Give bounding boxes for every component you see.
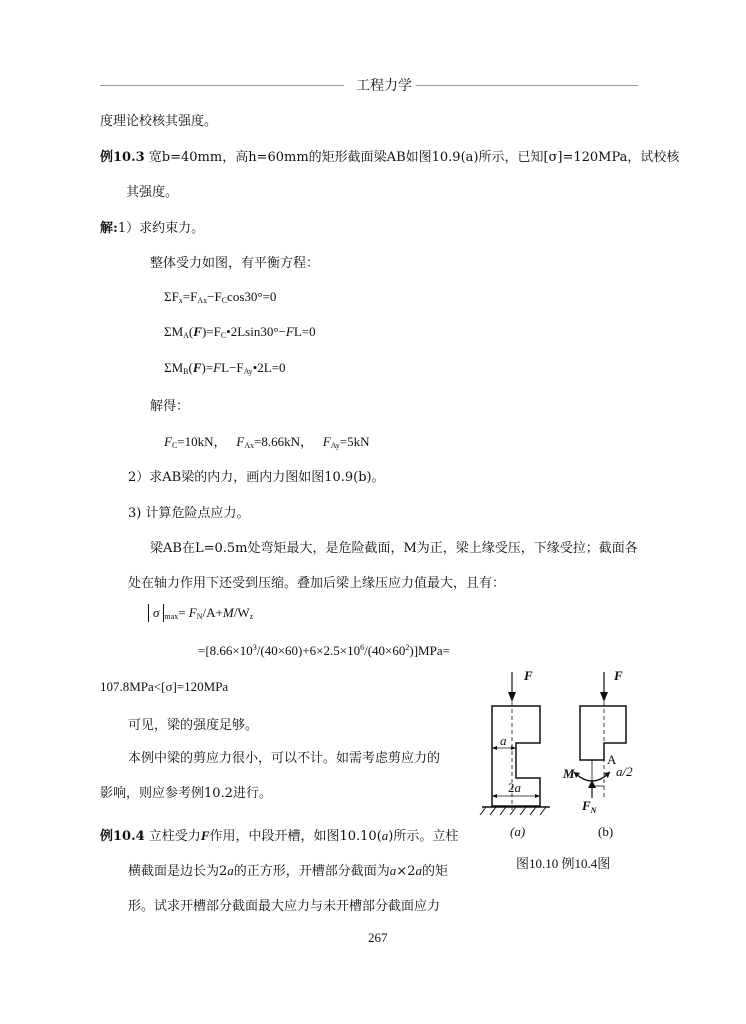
paragraph-danger-2: 处在轴力作用下还受到压缩。叠加后梁上缘压应力值最大，且有：	[128, 576, 506, 591]
page-number: 267	[368, 930, 388, 945]
paragraph-intro: 度理论校核其强度。	[100, 114, 218, 129]
figure-caption: 图10.10 例10.4图	[516, 856, 611, 871]
figure-label-a: (a)	[510, 824, 526, 839]
dim-label-2a: 2a	[508, 780, 521, 795]
step-3: 3) 计算危险点应力。	[128, 506, 250, 521]
arrowhead-a	[508, 692, 516, 702]
example-10-4-line-3: 形。试求开槽部分截面最大应力与未开槽部分截面应力	[128, 899, 441, 914]
example-label: 例10.4	[100, 829, 145, 844]
equation-2: $\Sigma M_A(F)=F_C•2Lsin30^\circ-FL=0$	[164, 324, 316, 340]
example-10-3	[100, 146, 679, 165]
solve-label: 解得：	[150, 399, 190, 414]
column-b	[580, 706, 626, 760]
example-text: 宽b=40mm，高h=60mm的矩形截面梁AB如图10.9(a)所示，已知[σ]=120MPa，试校核	[144, 150, 680, 165]
axial-force-label: $F_N$	[582, 798, 597, 815]
solution-label: 解:	[100, 221, 118, 236]
results-line: $F_C=10kN$， $F_{Ax}=8.66kN$， $F_{Ay}=5kN$	[164, 434, 370, 450]
equation-intro: 整体受力如图，有平衡方程：	[150, 256, 320, 271]
moment-label: M	[563, 766, 575, 781]
result-line: 107.8MPa<[σ]=120MPa	[100, 679, 229, 694]
stress-substitution: $=[8.66\times 10^3/(40\times 60)+6\times 2.5\times 10^6/(40\times 60^2)]MPa=$	[198, 643, 450, 658]
example-label: 例10.3	[100, 150, 145, 165]
shear-note-1: 本例中梁的剪应力很小，可以不计。如需考虑剪应力的	[128, 751, 441, 766]
dim-label-a-half: a/2	[616, 764, 633, 779]
force-label-a: F	[524, 668, 533, 683]
point-a-label: A	[607, 752, 617, 767]
figure-label-b: (b)	[598, 824, 614, 839]
header-rule-left	[100, 85, 344, 86]
equation-3: $\Sigma M_B(F)=FL-F_{Ay}•2L=0$	[164, 360, 286, 376]
arrowhead-b	[600, 692, 608, 702]
step-2: 2）求AB梁的内力，画内力图如图10.9(b)。	[128, 470, 385, 485]
equation-1: $\Sigma F_x=F_{Ax}-F_C\cos 30^\circ=0$	[164, 289, 277, 305]
header-rule-right	[416, 85, 638, 86]
page-header-title: 工程力学	[356, 78, 412, 94]
stress-formula: σ $_{max}= F_N/A+M/W_z$	[148, 604, 253, 622]
example-10-4: 例10.4 立柱受力F作用，中段开槽，如图10.10(a)所示。立柱	[100, 828, 459, 844]
paragraph-danger-1: 梁AB在L=0.5m处弯矩最大，是危险截面，M为正，梁上缘受压，下缘受拉；截面各	[150, 541, 638, 556]
solution-step-text: 1）求约束力。	[117, 221, 205, 236]
conclusion: 可见，梁的强度足够。	[128, 718, 259, 733]
example-10-3-cont: 其强度。	[126, 185, 179, 200]
dim-label-a: a	[500, 733, 507, 748]
force-label-b: F	[614, 668, 623, 683]
solution-step-1	[100, 217, 204, 236]
shear-note-2: 影响，则应参考例10.2进行。	[100, 786, 272, 801]
ground-hatch	[480, 807, 546, 815]
example-10-4-line-2: 横截面是边长为2a的正方形，开槽部分截面为a×2a的矩	[128, 863, 448, 879]
figure-10-10	[470, 660, 680, 875]
